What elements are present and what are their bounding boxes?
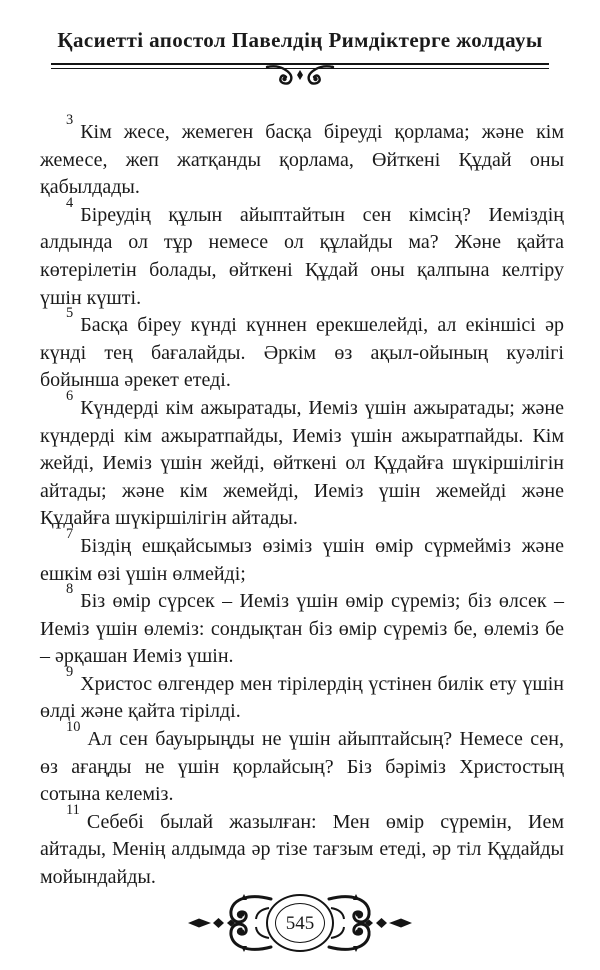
verse-paragraph-6 [40, 387, 564, 533]
verse-text: Күндерді кім ажыратады, Иеміз үшін ажыратады; және күндерді кім ажыратпайды, Иеміз үшін ажыратпайды. Кім жейді, Иеміз үшін жейді, өйткені ол Құдайға шүкіршілігін айтады; және кім жемейді, Иеміз үшін жемейді және Құдайға шүкіршілігін айтады. [40, 396, 564, 530]
verse-number: 10 [66, 718, 81, 735]
footer-flourish-right-icon [327, 892, 413, 954]
verse-text: Кім жесе, жемеген басқа біреуді қорлама; және кім жемесе, жеп жатқанды қорлама, Өйткені Құдай оны қабылдады. [40, 121, 564, 199]
verse-text: Христос өлгендер мен тірілердің үстінен билік ету үшін өлді және қайта тірілді. [40, 672, 564, 723]
page-footer [0, 892, 600, 954]
verse-number: 5 [66, 305, 74, 322]
verse-text: Біз өмір сүрсек – Иеміз үшін өмір сүреміз; біз өлсек – Иеміз үшін өлеміз: сондықтан біз өмір сүреміз бе, өлеміз бе – әрқашан Иеміз үшін. [40, 590, 564, 668]
verse-paragraph-8 [40, 580, 564, 671]
page-number: 545 [285, 912, 315, 934]
header-flourish-icon [265, 64, 335, 88]
verse-paragraph-10 [40, 718, 564, 809]
footer-flourish-left-icon [187, 892, 273, 954]
verse-number: 9 [66, 663, 74, 680]
verse-paragraph-4 [40, 194, 564, 312]
verse-text: Біреудің құлын айыптайтын сен кімсің? Иеміздің алдында ол тұр немесе ол құлайды ма? Және қайта көтерілетін болады, өйткені Құдай оны қалпына келтіру үшін күшті. [40, 203, 564, 309]
verse-text: Басқа біреу күнді күннен ерекшелейді, ал екіншісі әр күнді тең бағалайды. Әркім өз ақыл-ойының куәлігі бойынша әрекет етеді. [40, 314, 564, 392]
verse-number: 4 [66, 194, 74, 211]
verse-paragraph-9 [40, 663, 564, 726]
verse-paragraph-5 [40, 305, 564, 395]
verse-number: 8 [66, 580, 74, 597]
verse-number: 6 [66, 387, 74, 404]
double-rule [51, 63, 549, 85]
verse-number: 3 [66, 111, 74, 128]
verse-text: Біздің ешқайсымыз өзіміз үшін өмір сүрмейміз және ешкім өзі үшін өлмейді; [40, 534, 564, 585]
verse-paragraph-11 [40, 801, 564, 892]
verse-paragraph-3 [40, 111, 564, 202]
page-number-ornament [266, 894, 334, 952]
verse-number: 7 [66, 525, 74, 542]
page-title: Қасиетті апостол Павелдің Римдіктерге жолдауы [57, 28, 543, 52]
verse-paragraph-7 [40, 525, 564, 588]
verse-text: Себебі былай жазылған: Мен өмір сүремін, Ием айтады, Менің алдымда әр тізе тағзым етеді, әр тіл Құдайды мойындайды. [40, 810, 564, 889]
verse-number: 11 [66, 801, 80, 818]
scripture-text [40, 111, 564, 892]
verse-text: Ал сен бауырыңды не үшін айыптайсың? Немесе сен, өз ағаңды не үшін қорлайсың? Біз бәріміз Христостың сотына келеміз. [40, 728, 564, 806]
page-number-inner-ring [275, 903, 325, 943]
